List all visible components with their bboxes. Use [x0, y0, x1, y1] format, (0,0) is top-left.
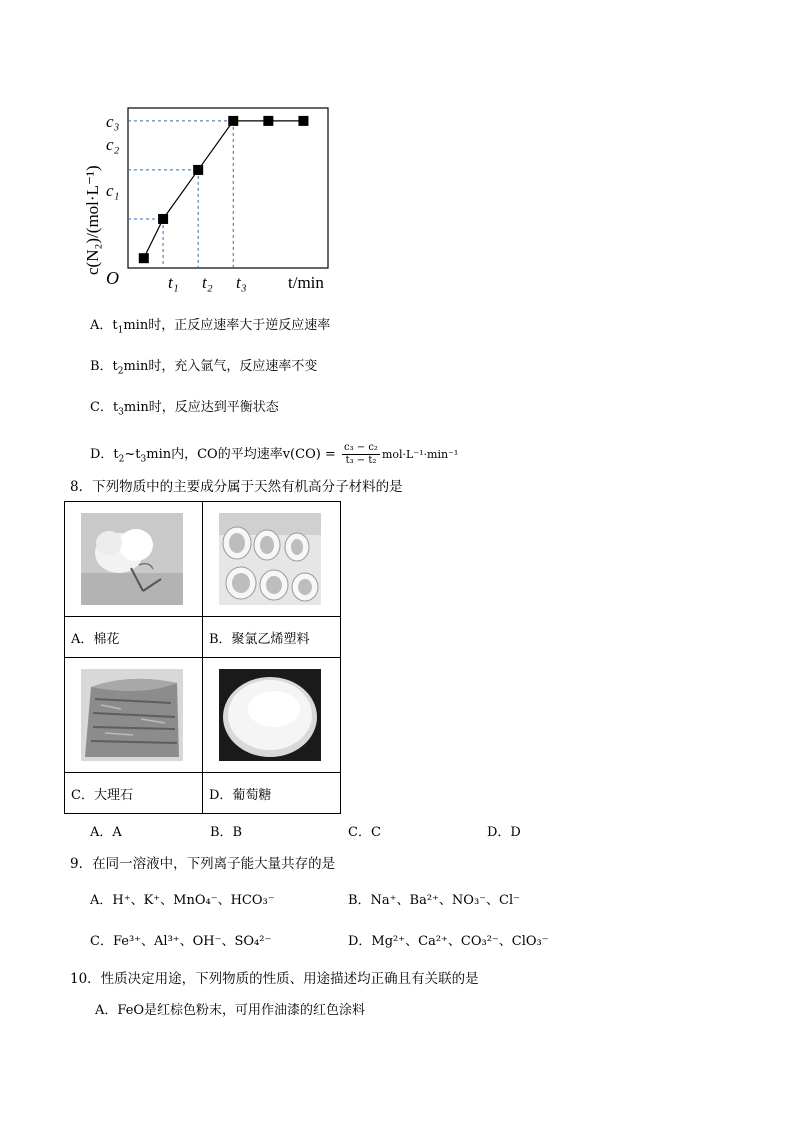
q8-choice-a[interactable]: A．A	[90, 825, 122, 840]
q9-option-c[interactable]: C．Fe³⁺、Al³⁺、OH⁻、SO₄²⁻	[90, 934, 272, 949]
data-marker-0	[139, 253, 149, 263]
plot-frame	[128, 108, 328, 268]
concentration-time-chart	[70, 95, 350, 300]
cell-glucose-image	[203, 658, 341, 773]
data-marker-1	[158, 214, 168, 224]
y-tick-c2: c₂	[106, 135, 120, 154]
q7-option-b[interactable]: B．$t_2\min$时，充入氩气，反应速率不变	[90, 359, 318, 377]
cell-pvc-image	[203, 502, 341, 617]
q8-choice-c[interactable]: C．C	[348, 825, 381, 840]
q8-choice-d[interactable]: D．D	[487, 825, 521, 840]
y-axis-label: c(N₂)/(mol·L⁻¹)	[83, 165, 102, 275]
q7-option-a[interactable]: A．$t_1\min$时，正反应速率大于逆反应速率	[90, 318, 331, 336]
q9-option-a[interactable]: A．H⁺、K⁺、MnO₄⁻、HCO₃⁻	[90, 893, 275, 908]
q7-option-d[interactable]: D．$t_2\sim t_3\min$内，CO的平均速率v(CO) = $\frac{\text{c₃ − c₂}}{\text{t₃ − t₂}}$ mol·L⁻¹·min⁻¹	[90, 442, 459, 466]
q8-stem: 8．下列物质中的主要成分属于天然有机高分子材料的是	[70, 479, 403, 495]
data-markers	[139, 116, 309, 263]
caption-d: D．葡萄糖	[203, 773, 341, 814]
x-tick-t3: t₃	[236, 273, 247, 292]
marble-image	[81, 669, 183, 761]
q9-option-b[interactable]: B．Na⁺、Ba²⁺、NO₃⁻、Cl⁻	[348, 893, 520, 908]
q7-option-c[interactable]: C．$t_3\min$时，反应达到平衡状态	[90, 400, 279, 418]
cotton-image	[81, 513, 183, 605]
pvc-pipes-image	[219, 513, 321, 605]
caption-a: A．棉花	[65, 617, 203, 658]
glucose-powder-image	[219, 669, 321, 761]
series-line	[144, 121, 304, 258]
q9-stem: 9．在同一溶液中，下列离子能大量共存的是	[70, 856, 336, 872]
x-axis-label: t/min	[288, 273, 324, 292]
q10-option-a[interactable]: A．FeO是红棕色粉末，可用作油漆的红色涂料	[95, 1003, 366, 1018]
y-tick-c1: c₁	[106, 181, 120, 200]
q8-image-table	[64, 501, 341, 814]
cell-marble-image	[65, 658, 203, 773]
data-marker-2	[193, 165, 203, 175]
origin-label: O	[106, 268, 119, 288]
rate-fraction: $\frac{\text{c₃ − c₂}}{\text{t₃ − t₂}}$	[343, 442, 378, 466]
q8-choice-b[interactable]: B．B	[210, 825, 243, 840]
cell-cotton-image	[65, 502, 203, 617]
data-marker-4	[263, 116, 273, 126]
caption-c: C．大理石	[65, 773, 203, 814]
q10-stem: 10．性质决定用途，下列物质的性质、用途描述均正确且有关联的是	[70, 971, 479, 987]
x-tick-t1: t₁	[168, 273, 179, 292]
data-marker-3	[228, 116, 238, 126]
q9-option-d[interactable]: D．Mg²⁺、Ca²⁺、CO₃²⁻、ClO₃⁻	[348, 934, 549, 949]
y-tick-c3: c₃	[106, 112, 120, 131]
x-tick-t2: t₂	[202, 273, 213, 292]
caption-b: B．聚氯乙烯塑料	[203, 617, 341, 658]
data-marker-5	[298, 116, 308, 126]
